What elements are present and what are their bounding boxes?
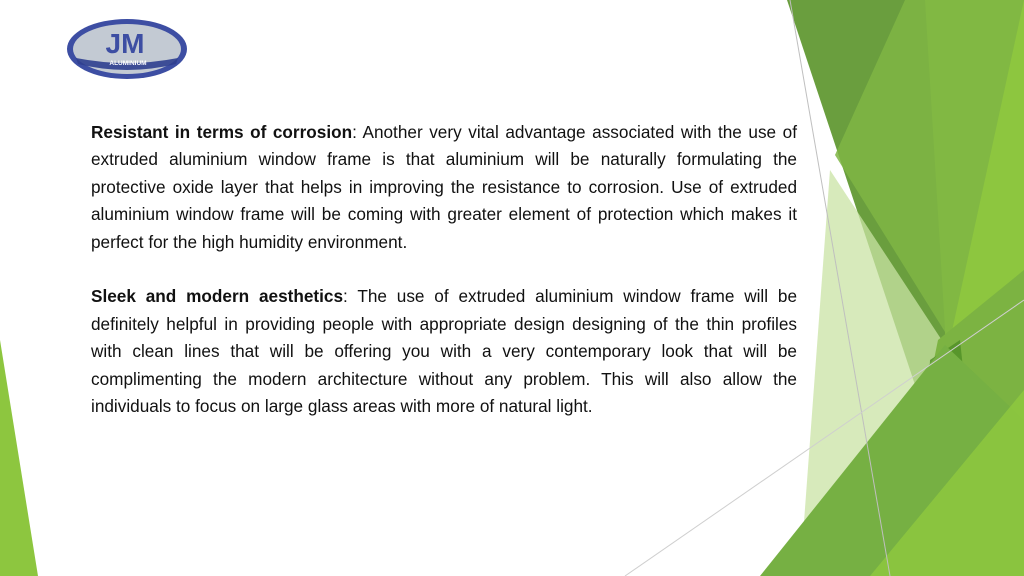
paragraph-corrosion bbox=[91, 119, 797, 256]
body-aesthetics: : The use of extruded aluminium window frame will be definitely helpful in providing people with appropriate design designing of the thin profiles with clean lines that will be offering you with a very contemporary look that will be complimenting the modern architecture without any problem. This will also allow the individuals to focus on large glass areas with more of natural light. bbox=[91, 286, 798, 417]
logo-subtitle: ALUMINIUM bbox=[109, 60, 147, 67]
content-body bbox=[91, 119, 797, 448]
left-green-sliver bbox=[0, 340, 38, 576]
company-logo bbox=[66, 18, 188, 80]
logo-initials: JM bbox=[105, 28, 145, 59]
paragraph-aesthetics bbox=[91, 283, 797, 420]
body-corrosion: : Another very vital advantage associated with the use of extruded aluminium window frame is that aluminium will be naturally formulating the protective oxide layer that helps in improving the resistance to corrosion. Use of extruded aluminium window frame will be coming with greater element of protection which makes it perfect for the high humidity environment. bbox=[91, 122, 797, 252]
heading-corrosion: Resistant in terms of corrosion bbox=[91, 122, 353, 142]
heading-aesthetics: Sleek and modern aesthetics bbox=[91, 286, 344, 307]
